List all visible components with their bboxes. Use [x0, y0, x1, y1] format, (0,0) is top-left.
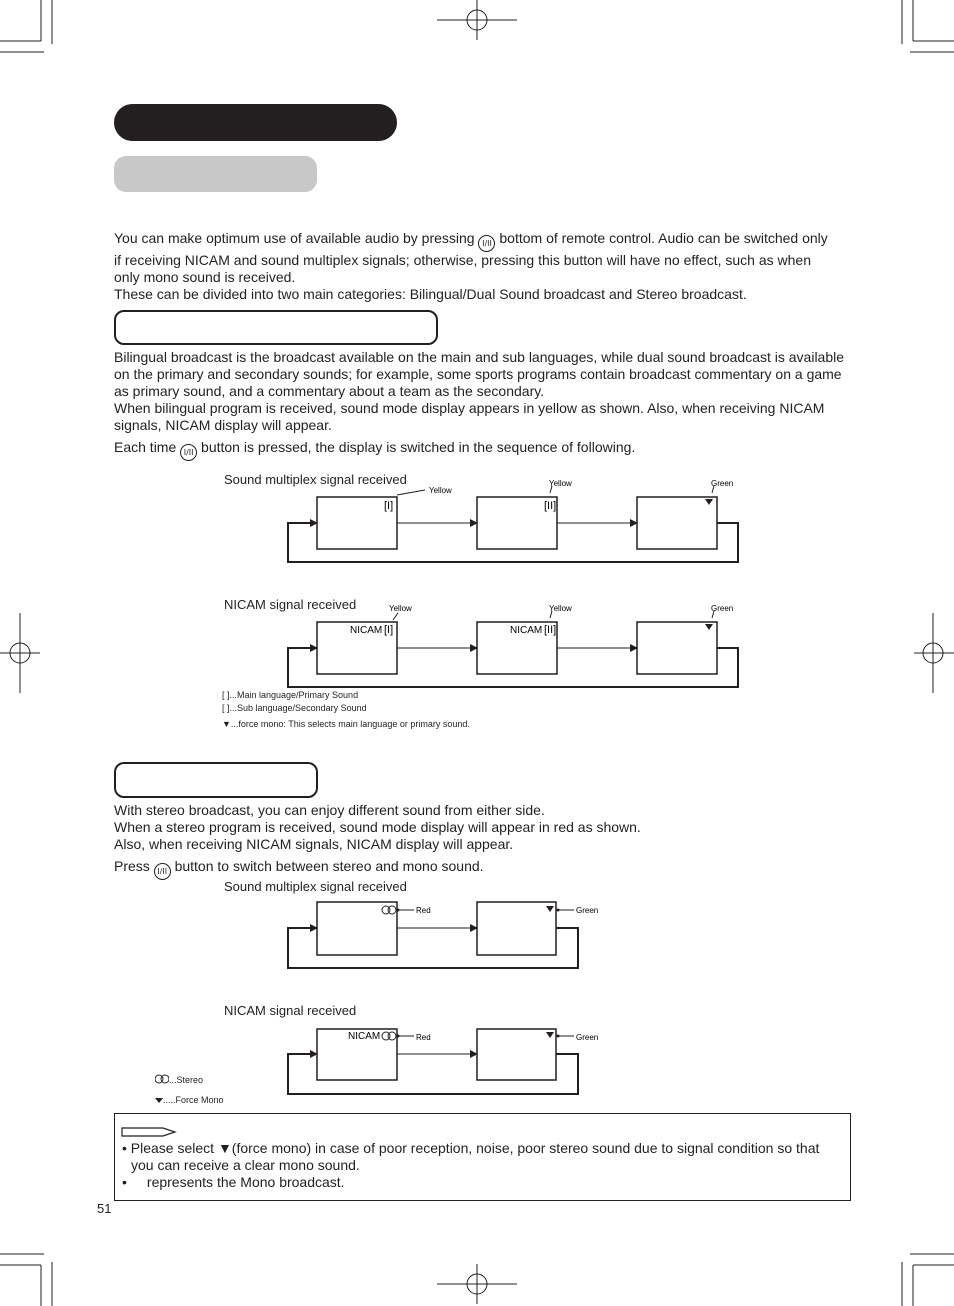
intro-line1a: You can make optimum use of available audio by pressing — [114, 230, 475, 246]
stereo-text — [114, 802, 849, 880]
bilingual-heading-box — [114, 310, 438, 345]
force-mono-icon — [546, 1032, 554, 1038]
stereo-sound-multiplex-diagram — [280, 890, 610, 975]
yellow-label: Yellow — [429, 486, 452, 495]
stereo-line2: When a stereo program is received, sound mode display will appear in red as shown. — [114, 819, 641, 835]
nicam-label: NICAM — [350, 625, 383, 636]
red-label: Red — [416, 906, 431, 915]
note-bullet2-dot: • — [122, 1174, 127, 1190]
bilingual-para3a: Each time — [114, 439, 177, 455]
legend-force-mono: ▼...force mono: This selects main language or primary sound. — [222, 719, 470, 729]
stereo-line1: With stereo broadcast, you can enjoy different sound from either side. — [114, 802, 545, 818]
diagram-title: Sound multiplex signal received — [224, 879, 407, 894]
screen-box-mono — [477, 1029, 556, 1080]
section-title-bar — [114, 104, 397, 141]
legend-sub-language: [ ]...Sub language/Secondary Sound — [222, 703, 367, 713]
legend-stereo-text: ...Stereo — [169, 1075, 204, 1085]
stereo-icon — [155, 1074, 169, 1084]
screen-box-mono — [637, 622, 717, 674]
stereo-line3: Also, when receiving NICAM signals, NICAM display will appear. — [114, 836, 514, 852]
audio-button-icon: I/II — [478, 235, 495, 252]
screen-box-mono — [477, 902, 556, 955]
note-text — [122, 1140, 842, 1191]
bilingual-nicam-diagram — [280, 603, 750, 693]
bilingual-text — [114, 349, 849, 461]
diagram-title: NICAM signal received — [224, 597, 357, 612]
legend-main-language: [ ]...Main language/Primary Sound — [222, 690, 359, 700]
main-language-icon: [I] — [384, 500, 394, 512]
pencil-note-icon — [121, 1125, 177, 1139]
green-label: Green — [576, 1033, 599, 1042]
force-mono-icon — [705, 499, 713, 505]
green-label: Green — [576, 906, 599, 915]
sub-language-icon: [II] — [544, 500, 557, 512]
yellow-label: Yellow — [389, 604, 412, 613]
stereo-line4b: button to switch between stereo and mono sound. — [174, 858, 484, 874]
intro-line1b: bottom of remote control. Audio can be switched only — [499, 230, 828, 246]
bilingual-para1: Bilingual broadcast is the broadcast available on the main and sub languages, while dual sound broadcast is available on the primary and secondary sounds; for example, some sports programs contain broadcast commentary on a game as primary sound, and a commentary about a team as the secondary. — [114, 349, 845, 399]
intro-text — [114, 230, 849, 303]
nicam-label: NICAM — [348, 1031, 381, 1042]
stereo-line4a: Press — [114, 858, 150, 874]
stereo-heading-box — [114, 762, 318, 798]
stereo-nicam-diagram — [280, 1017, 610, 1102]
nicam-label: NICAM — [510, 625, 543, 636]
diagram-title: NICAM signal received — [224, 1003, 357, 1018]
screen-box-stereo — [317, 902, 397, 955]
page-number: 51 — [97, 1201, 112, 1216]
red-label: Red — [416, 1033, 431, 1042]
force-mono-icon — [705, 624, 713, 630]
diagram-title: Sound multiplex signal received — [224, 472, 407, 487]
yellow-label: Yellow — [549, 479, 572, 488]
intro-line4: These can be divided into two main categories: Bilingual/Dual Sound broadcast and Stereo broadcast. — [114, 286, 747, 302]
bilingual-sound-multiplex-diagram — [280, 478, 750, 568]
note-bullet1-cont: you can receive a clear mono sound. — [131, 1157, 360, 1173]
intro-line2: if receiving NICAM and sound multiplex signals; otherwise, pressing this button will have no effect, such as when — [114, 252, 811, 268]
bilingual-para3b: button is pressed, the display is switched in the sequence of following. — [201, 439, 636, 455]
force-mono-icon — [546, 906, 554, 912]
legend-stereo — [155, 1074, 203, 1086]
green-label: Green — [711, 479, 734, 488]
bilingual-para2: When bilingual program is received, sound mode display appears in yellow as shown. Also, when receiving NICAM signals, NICAM display will appear. — [114, 400, 825, 433]
intro-line3: only mono sound is received. — [114, 269, 296, 285]
main-language-icon: [I] — [384, 624, 394, 636]
audio-button-icon: I/II — [180, 444, 197, 461]
legend-force-mono — [155, 1095, 224, 1106]
subsection-title-bar — [114, 156, 317, 192]
legend-mono-text: .....Force Mono — [163, 1095, 224, 1105]
sub-language-icon: [II] — [544, 624, 557, 636]
note-bullet1: • Please select ▼(force mono) in case of poor reception, noise, poor stereo sound due to signal condition so that — [122, 1140, 820, 1156]
green-label: Green — [711, 604, 734, 613]
note-bullet2-text: represents the Mono broadcast. — [146, 1174, 345, 1190]
yellow-label: Yellow — [549, 604, 572, 613]
force-mono-icon — [155, 1096, 163, 1104]
audio-button-icon: I/II — [154, 863, 171, 880]
screen-box-mono — [637, 497, 717, 549]
